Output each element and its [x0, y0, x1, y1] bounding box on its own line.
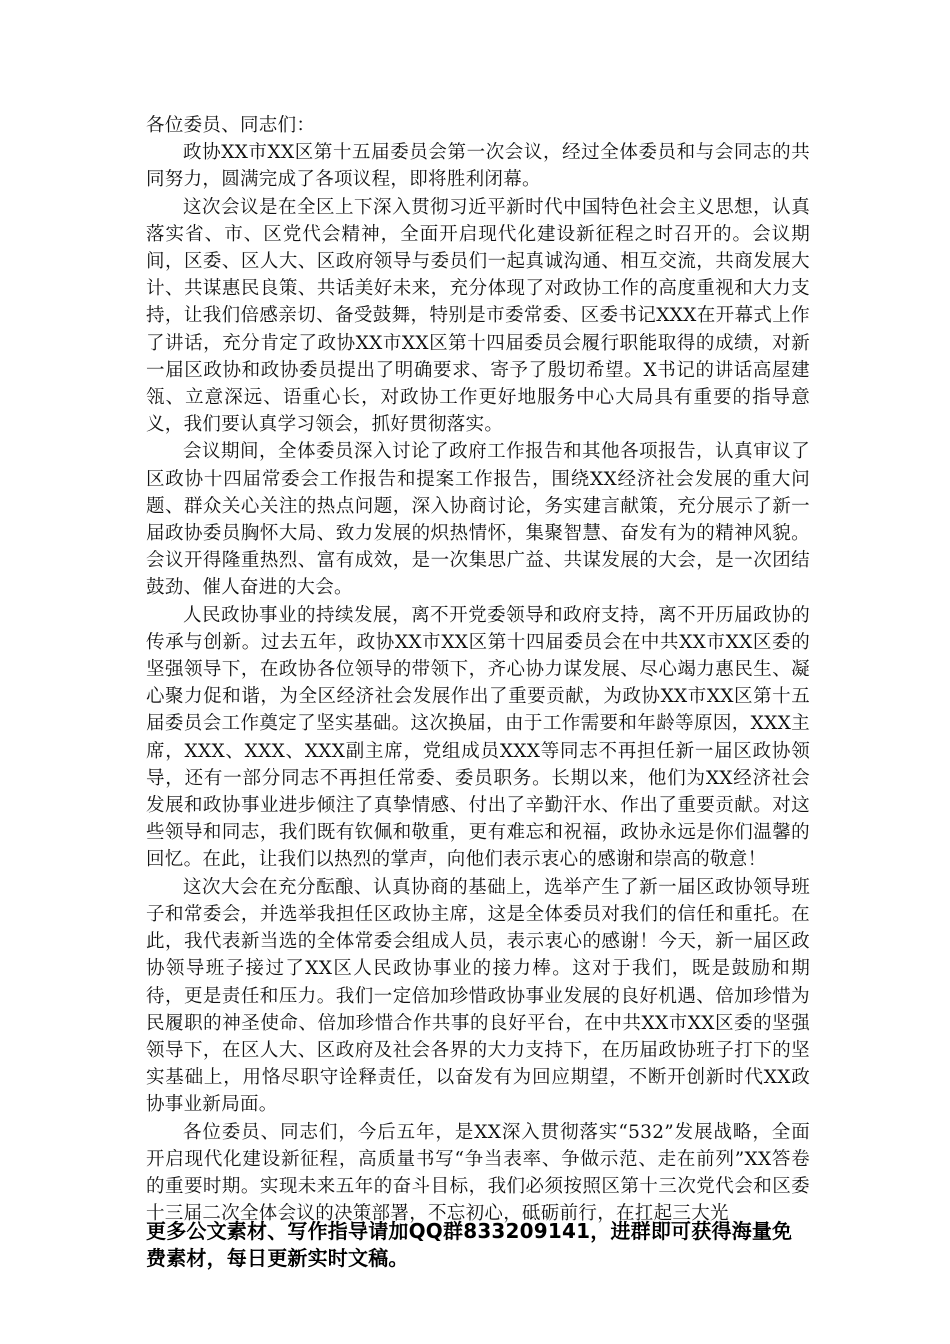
paragraph-future-goals: 各位委员、同志们，今后五年，是XX深入贯彻落实“532”发展战略，全面开启现代化建设新征程，高质量书写“争当表率、争做示范、走在前列”XX答卷的重要时期。实现未来五年的奋斗目标，我们必须按照区第十三次党代会和区委十三届二次全体会议的决策部署，不忘初心，砥砺前行，在扛起三大光: [146, 1121, 810, 1225]
document-body: [146, 112, 810, 1227]
salutation: 各位委员、同志们：: [146, 115, 316, 136]
paragraph-meeting-discussion: 会议期间，全体委员深入讨论了政府工作报告和其他各项报告，认真审议了区政协十四届常委会工作报告和提案工作报告，围绕XX经济社会发展的重大问题、群众关心关注的热点问题，深入协商讨论，务实建言献策，充分展示了新一届政协委员胸怀大局、致力发展的炽热情怀，集聚智慧、奋发有为的精神风貌。会议开得隆重热烈、富有成效，是一次集思广益、共谋发展的大会，是一次团结鼓劲、催人奋进的大会。: [146, 441, 810, 599]
paragraph-opening: 政协XX市XX区第十五届委员会第一次会议，经过全体委员和与会同志的共同努力，圆满完成了各项议程，即将胜利闭幕。: [146, 142, 810, 191]
paragraph-new-leadership: 这次大会在充分酝酿、认真协商的基础上，选举产生了新一届区政协领导班子和常委会，并选举我担任区政协主席，这是全体委员对我们的信任和重托。在此，我代表新当选的全体常委会组成人员，表示衷心的感谢！今天，新一届区政协领导班子接过了XX区人民政协事业的接力棒。这对于我们，既是鼓励和期待，更是责任和压力。我们一定倍加珍惜政协事业发展的良好机遇、倍加珍惜为民履职的神圣使命、倍加珍惜合作共事的良好平台，在中共XX市XX区委的坚强领导下，在区人大、区政府及社会各界的大力支持下，在历届政协班子打下的坚实基础上，用恪尽职守诠释责任，以奋发有为回应期望，不断开创新时代XX政协事业新局面。: [146, 876, 810, 1116]
footer-promo-note: 更多公文素材、写作指导请加QQ群833209141，进群即可获得海量免费素材，每日更新实时文稿。: [146, 1219, 793, 1270]
paragraph-acknowledgement: 人民政协事业的持续发展，离不开党委领导和政府支持，离不开历届政协的传承与创新。过去五年，政协XX市XX区第十四届委员会在中共XX市XX区委的坚强领导下，在政协各位领导的带领下，齐心协力谋发展、尽心竭力惠民生、凝心聚力促和谐，为全区经济社会发展作出了重要贡献，为政协XX市XX区第十五届委员会工作奠定了坚实基础。这次换届，由于工作需要和年龄等原因，XXX主席，XXX、XXX、XXX副主席，党组成员XXX等同志不再担任新一届区政协领导，还有一部分同志不再担任常委、委员职务。长期以来，他们为XX经济社会发展和政协事业进步倾注了真挚情感、付出了辛勤汗水、作出了重要贡献。对这些领导和同志，我们既有钦佩和敬重，更有难忘和祝福，政协永远是你们温馨的回忆。在此，让我们以热烈的掌声，向他们表示衷心的感谢和崇高的敬意！: [146, 604, 810, 871]
paragraph-meeting-context: 这次会议是在全区上下深入贯彻习近平新时代中国特色社会主义思想，认真落实省、市、区党代会精神，全面开启现代化建设新征程之时召开的。会议期间，区委、区人大、区政府领导与委员们一起真诚沟通、相互交流，共商发展大计、共谋惠民良策、共话美好未来，充分体现了对政协工作的高度重视和大力支持，让我们倍感亲切、备受鼓舞，特别是市委常委、区委书记XXX在开幕式上作了讲话，充分肯定了政协XX市XX区第十四届委员会履行职能取得的成绩，对新一届区政协和政协委员提出了明确要求、寄予了殷切希望。X书记的讲话高屋建瓴、立意深远、语重心长，对政协工作更好地服务中心大局具有重要的指导意义，我们要认真学习领会，抓好贯彻落实。: [146, 196, 810, 436]
